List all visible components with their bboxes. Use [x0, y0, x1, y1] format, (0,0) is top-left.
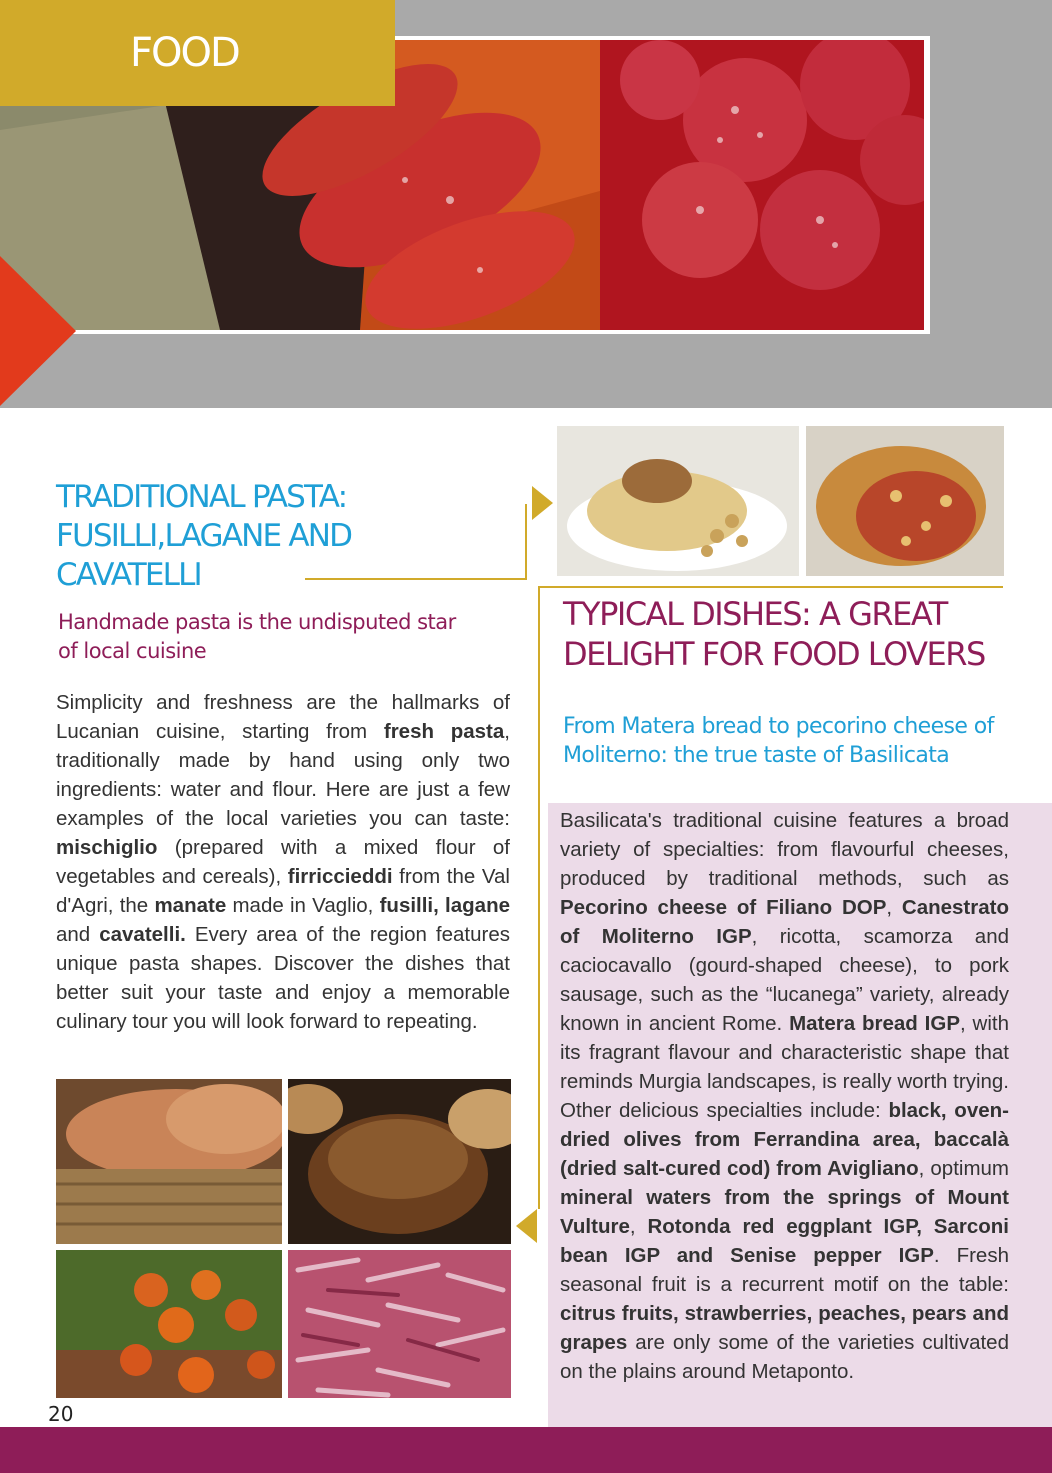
connector-line: [525, 504, 527, 580]
dishes-body-text: Basilicata's traditional cuisine features a broad variety of specialties: from flavourful cheeses, produced by traditional methods, such as Pecorino cheese of Filiano DOP, Canestrato of Moliterno IGP, ricotta, scamorza and caciocavallo (gourd-shaped cheese), to pork sausage, such as the “lucanega” variety, already known in ancient Rome. Matera bread IGP, with its fragrant flavour and characteristic shape that reminds Murgia landscapes, is really worth trying. Other delicious specialties include: black, oven-dried olives from Ferrandina area, baccalà (dried salt-cured cod) from Avigliano, optimum mineral waters from the springs of Mount Vulture, Rotonda red eggplant IGP, Sarconi bean IGP and Senise pepper IGP. Fresh seasonal fruit is a recurrent motif on the table: citrus fruits, strawberries, peaches, pears and grapes are only some of the varieties cultivated on the plains around Metaponto.: [560, 809, 1009, 1383]
dishes-subtitle: From Matera bread to pecorino cheese of Moliterno: the true taste of Basilicata: [563, 714, 994, 768]
dishes-heading: TYPICAL DISHES: A GREAT DELIGHT FOR FOOD LOVERS: [563, 595, 985, 673]
pasta-body-text: Simplicity and freshness are the hallmarks of Lucanian cuisine, starting from fresh pasta, traditionally made by hand using only two ingredients: water and flour. Here are just a few examples of the local varieties you can taste: mischiglio (prepared with a mixed flour of vegetables and cereals), firriccieddi from the Val d'Agri, the manate made in Vaglio, fusilli, lagane and cavatelli. Every area of the region features unique pasta shapes. Discover the dishes that better suit your taste and enjoy a memorable culinary tour you will look forward to repeating.: [56, 691, 511, 1033]
footer-band: [0, 1427, 1052, 1473]
connector-line: [538, 586, 540, 1209]
section-label: FOOD: [130, 30, 239, 76]
connector-line: [540, 586, 1003, 588]
pasta-subtitle: Handmade pasta is the undisputed star of local cuisine: [58, 610, 456, 663]
photo-sarconi-beans: [288, 1250, 511, 1398]
page-number: 20: [48, 1402, 74, 1426]
arrow-right-icon: [532, 486, 553, 520]
pasta-heading: TRADITIONAL PASTA: FUSILLI,LAGANE AND CAVATELLI: [56, 479, 352, 593]
connector-line: [305, 578, 527, 580]
photo-cheese-basket: [56, 1079, 282, 1244]
red-corner-triangle: [0, 256, 76, 406]
photo-baked-dish: [806, 426, 1004, 576]
photo-red-eggplants: [56, 1250, 282, 1398]
photo-pasta-dish: [557, 426, 799, 576]
photo-matera-bread: [288, 1079, 511, 1244]
arrow-left-icon: [516, 1209, 537, 1243]
